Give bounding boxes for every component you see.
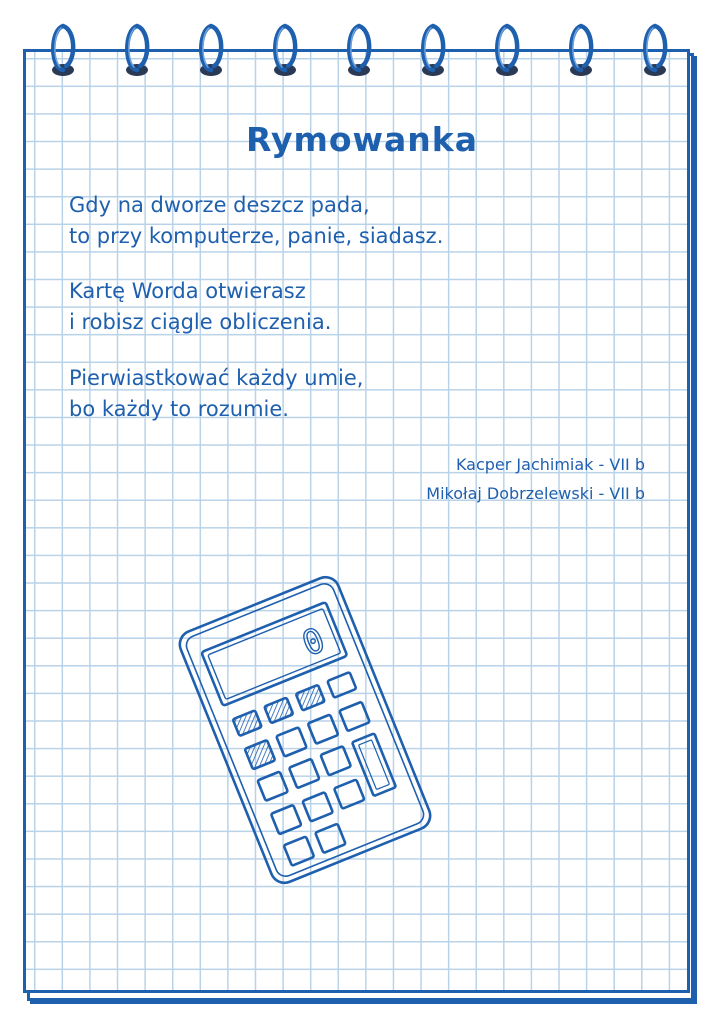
spiral-ring bbox=[492, 20, 522, 82]
poem-title: Rymowanka bbox=[246, 120, 478, 159]
spiral-ring bbox=[270, 20, 300, 82]
authors bbox=[426, 450, 645, 508]
spiral-ring bbox=[344, 20, 374, 82]
spiral-ring bbox=[196, 20, 226, 82]
author-name: Mikołaj Dobrzelewski - VII b bbox=[426, 484, 645, 503]
poem-line: Pierwiastkować każdy umie, bbox=[69, 366, 364, 390]
poem-line: bo każdy to rozumie. bbox=[69, 397, 289, 421]
spiral-ring bbox=[640, 20, 670, 82]
spiral-ring bbox=[122, 20, 152, 82]
calculator-icon bbox=[160, 575, 450, 885]
calculator-display-value: 0 bbox=[296, 620, 331, 665]
poem-line: to przy komputerze, panie, siadasz. bbox=[69, 224, 444, 248]
stanza bbox=[69, 363, 363, 425]
stanza bbox=[69, 190, 443, 252]
stanza bbox=[69, 276, 331, 338]
spiral-ring bbox=[48, 20, 78, 82]
poem-line: Gdy na dworze deszcz pada, bbox=[69, 193, 370, 217]
calculator-body bbox=[176, 575, 435, 885]
poem-line: Kartę Worda otwierasz bbox=[69, 279, 306, 303]
poem-line: i robisz ciągle obliczenia. bbox=[69, 310, 332, 334]
spiral-ring bbox=[418, 20, 448, 82]
author-name: Kacper Jachimiak - VII b bbox=[455, 455, 645, 474]
spiral-ring bbox=[566, 20, 596, 82]
